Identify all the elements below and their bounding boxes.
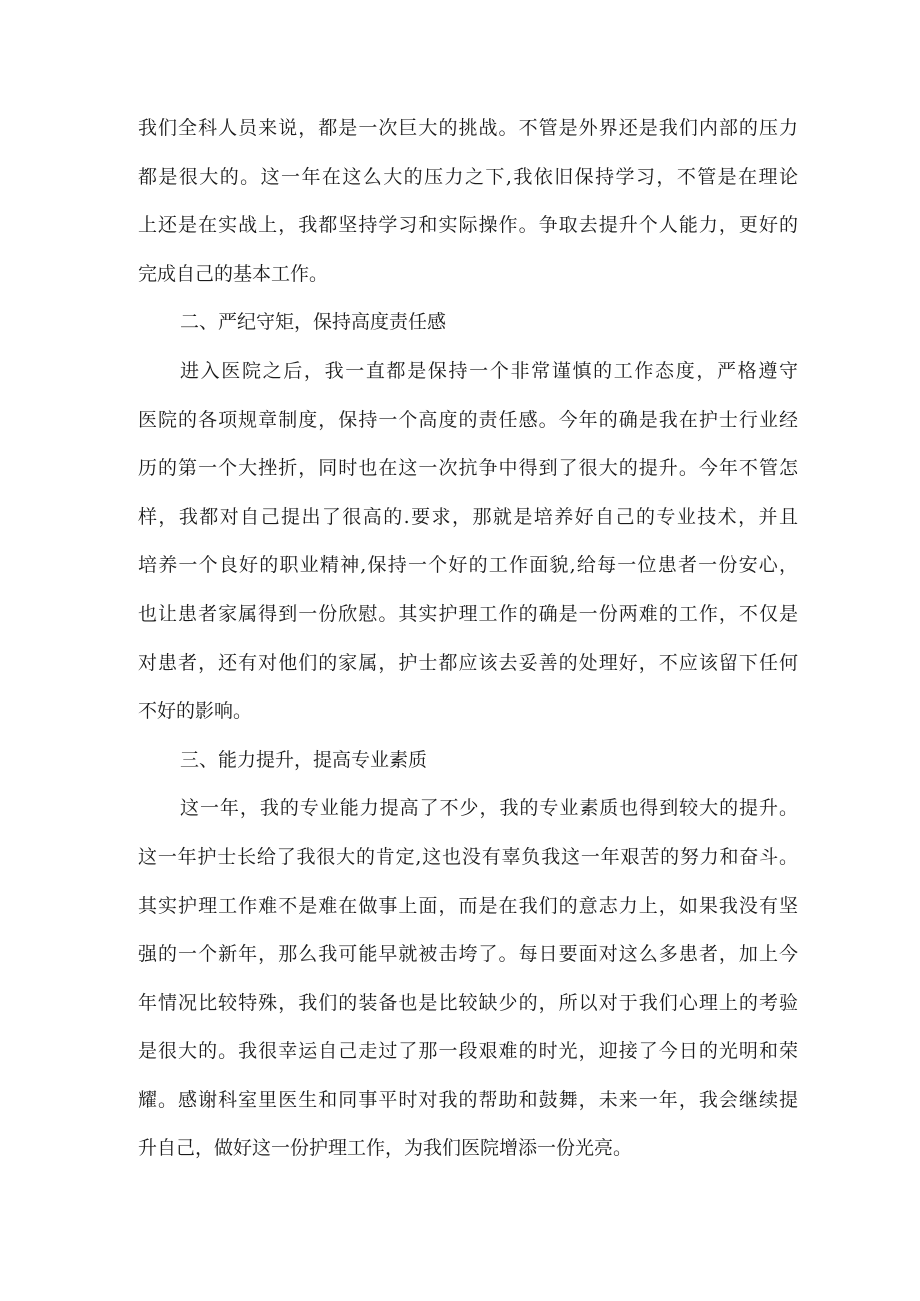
heading-line: 三、能力提升，提高专业素质: [180, 748, 428, 771]
text-line: 培养一个良好的职业精神,保持一个好的工作面貌,给每一位患者一份安心，: [138, 554, 798, 577]
text-line: 样，我都对自己提出了很高的.要求，那就是培养好自己的专业技术，并且: [138, 505, 798, 528]
text-line: 也让患者家属得到一份欣慰。其实护理工作的确是一份两难的工作，不仅是: [138, 602, 798, 625]
text-line: 这一年，我的专业能力提高了不少，我的专业素质也得到较大的提升。: [180, 797, 798, 820]
text-line: 其实护理工作难不是难在做事上面，而是在我们的意志力上，如果我没有坚: [138, 894, 798, 917]
text-line: 上还是在实战上，我都坚持学习和实际操作。争取去提升个人能力，更好的: [138, 214, 798, 237]
section-heading: [138, 736, 798, 785]
document-page: [138, 104, 798, 1173]
text-line: 不好的影响。: [138, 700, 253, 723]
text-line: 医院的各项规章制度，保持一个高度的责任感。今年的确是我在护士行业经: [138, 408, 798, 431]
text-line: 强的一个新年，那么我可能早就被击垮了。每日要面对这么多患者，加上今: [138, 943, 798, 966]
paragraph: [138, 784, 798, 1173]
text-line: 耀。感谢科室里医生和同事平时对我的帮助和鼓舞，未来一年，我会继续提: [138, 1088, 798, 1111]
section-heading: [138, 298, 798, 347]
text-line: 历的第一个大挫折，同时也在这一次抗争中得到了很大的提升。今年不管怎: [138, 457, 798, 480]
text-line: 年情况比较特殊，我们的装备也是比较缺少的，所以对于我们心理上的考验: [138, 991, 798, 1014]
heading-line: 二、严纪守矩，保持高度责任感: [180, 311, 447, 334]
paragraph: [138, 347, 798, 736]
text-line: 这一年护士长给了我很大的肯定,这也没有辜负我这一年艰苦的努力和奋斗。: [138, 845, 798, 868]
paragraph: [138, 104, 798, 298]
text-line: 都是很大的。这一年在这么大的压力之下,我依旧保持学习，不管是在理论: [138, 165, 798, 188]
text-line: 对患者，还有对他们的家属，护士都应该去妥善的处理好，不应该留下任何: [138, 651, 798, 674]
text-line: 我们全科人员来说，都是一次巨大的挑战。不管是外界还是我们内部的压力: [138, 117, 798, 139]
text-line: 进入医院之后，我一直都是保持一个非常谨慎的工作态度，严格遵守: [180, 359, 798, 382]
text-line: 完成自己的基本工作。: [138, 262, 329, 285]
text-line: 升自己，做好这一份护理工作，为我们医院增添一份光亮。: [138, 1137, 633, 1160]
text-line: 是很大的。我很幸运自己走过了那一段艰难的时光，迎接了今日的光明和荣: [138, 1040, 798, 1063]
